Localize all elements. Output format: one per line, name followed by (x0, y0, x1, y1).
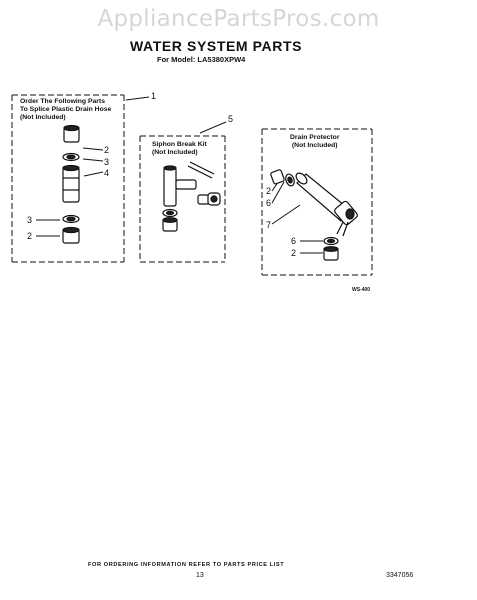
model-number: For Model: LA5380XPW4 (157, 55, 246, 64)
callout-splice-3a: 3 (104, 157, 110, 167)
splice-parts (63, 126, 79, 244)
callout-splice-2a: 2 (104, 145, 110, 155)
siphon-parts (163, 162, 220, 231)
callout-drain-6a: 6 (266, 198, 272, 208)
watermark: AppliancePartsPros.com (97, 6, 380, 32)
ordering-note: FOR ORDERING INFORMATION REFER TO PARTS PRICE LIST (88, 562, 285, 568)
callout-splice-3b: 3 (27, 215, 33, 225)
page-title: WATER SYSTEM PARTS (130, 38, 303, 54)
callout-1: 1 (151, 91, 157, 101)
callout-drain-2a: 2 (266, 186, 272, 196)
splice-box-line1: Order The Following Parts (20, 98, 105, 105)
siphon-box-line2: (Not Included) (152, 149, 198, 156)
callout-drain-2b: 2 (291, 248, 297, 258)
callout-drain-7: 7 (266, 220, 272, 230)
drain-box-line1: Drain Protector (290, 134, 340, 141)
callout-drain-6b: 6 (291, 236, 297, 246)
callout-splice-4: 4 (104, 168, 110, 178)
splice-box-line2: To Splice Plastic Drain Hose (20, 106, 112, 113)
callout-5: 5 (228, 114, 234, 124)
figure-code: WS-400 (352, 287, 371, 293)
page-number: 13 (196, 572, 204, 579)
siphon-box-line1: Siphon Break Kit (152, 141, 207, 148)
splice-box-line3: (Not Included) (20, 114, 66, 121)
document-number: 3347056 (386, 572, 414, 579)
callout-splice-2b: 2 (27, 231, 33, 241)
drain-box-line2: (Not Included) (291, 142, 338, 149)
